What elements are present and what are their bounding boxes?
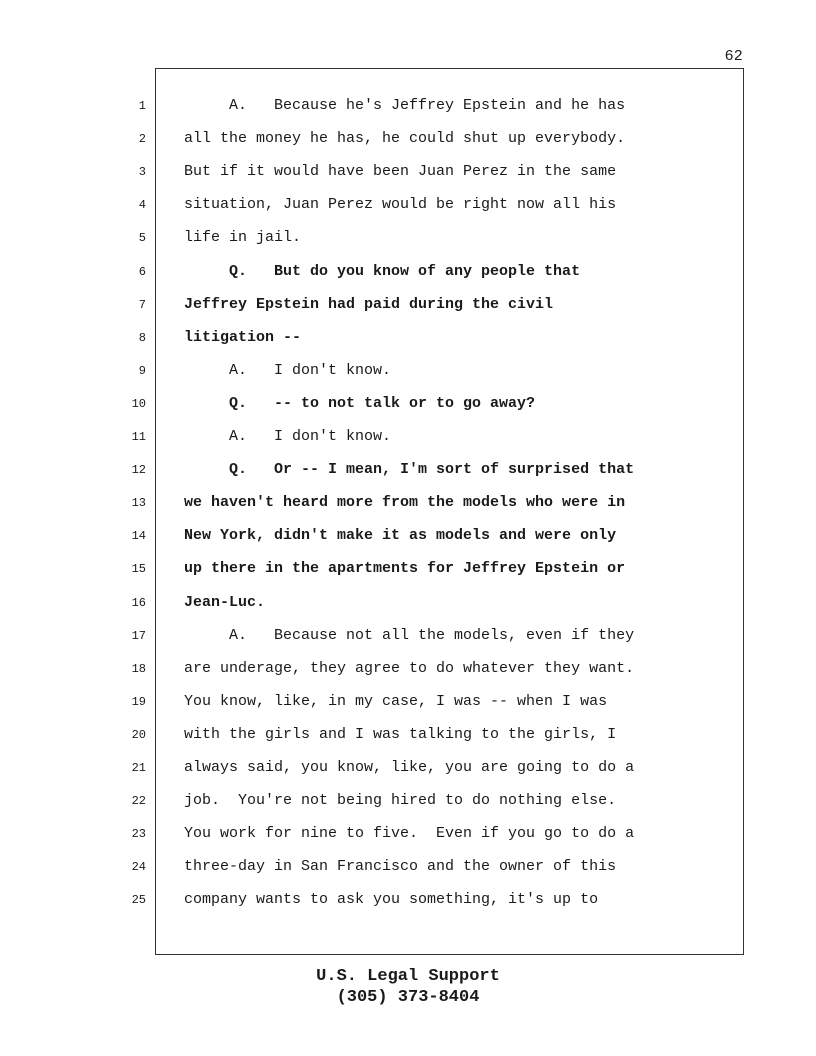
transcript-line xyxy=(0,263,816,296)
transcript-line xyxy=(0,97,816,130)
footer-company: U.S. Legal Support xyxy=(316,967,500,986)
line-number: 19 xyxy=(131,694,146,709)
line-text: Jeffrey Epstein had paid during the civil xyxy=(184,295,554,313)
line-number: 20 xyxy=(131,727,146,742)
transcript-line xyxy=(0,329,816,362)
transcript-line xyxy=(0,726,816,759)
line-number: 15 xyxy=(131,562,146,577)
line-text: always said, you know, like, you are going to do a xyxy=(184,759,635,776)
line-text: Jean-Luc. xyxy=(184,593,266,611)
transcript-line xyxy=(0,362,816,395)
line-text: situation, Juan Perez would be right now all his xyxy=(184,196,617,214)
line-text: up there in the apartments for Jeffrey Epstein or xyxy=(184,560,626,578)
line-number: 9 xyxy=(138,363,146,378)
line-text: Q. -- to not talk or to go away? xyxy=(184,394,536,412)
transcript-line xyxy=(0,296,816,329)
transcript-line xyxy=(0,560,816,593)
line-number: 23 xyxy=(131,827,146,842)
transcript-line xyxy=(0,494,816,527)
line-text: are underage, they agree to do whatever they want. xyxy=(184,659,635,677)
line-text: You work for nine to five. Even if you go to do a xyxy=(184,825,635,843)
line-number: 5 xyxy=(138,231,146,246)
line-text: three-day in San Francisco and the owner of this xyxy=(184,858,617,876)
page-number: 62 xyxy=(724,48,743,65)
line-number: 22 xyxy=(131,794,146,809)
transcript-line xyxy=(0,229,816,262)
line-text: job. You're not being hired to do nothing else. xyxy=(184,792,617,810)
transcript-line xyxy=(0,792,816,825)
line-number: 4 xyxy=(138,198,146,213)
line-number: 10 xyxy=(131,396,146,411)
line-text: A. Because not all the models, even if they xyxy=(184,626,635,644)
transcript-line xyxy=(0,395,816,428)
line-number: 2 xyxy=(138,132,146,147)
line-number: 18 xyxy=(131,661,146,676)
line-number: 24 xyxy=(131,860,146,875)
line-text: all the money he has, he could shut up everybody. xyxy=(184,130,626,148)
transcript-line xyxy=(0,527,816,560)
line-number: 12 xyxy=(131,463,146,478)
footer-phone: (305) 373-8404 xyxy=(336,988,480,1007)
transcript-line xyxy=(0,759,816,792)
line-number: 1 xyxy=(138,99,146,113)
line-number: 14 xyxy=(131,529,146,544)
line-number: 13 xyxy=(131,496,146,511)
line-text: A. I don't know. xyxy=(184,428,392,445)
line-number: 8 xyxy=(138,330,146,345)
line-text: A. I don't know. xyxy=(184,361,392,379)
transcript-line xyxy=(0,858,816,891)
transcript-line xyxy=(0,163,816,196)
line-number: 21 xyxy=(131,761,146,775)
transcript-line xyxy=(0,196,816,229)
line-text: we haven't heard more from the models who were in xyxy=(184,494,626,512)
transcript-line xyxy=(0,594,816,627)
transcript-line xyxy=(0,693,816,726)
transcript-line xyxy=(0,130,816,163)
transcript-line xyxy=(0,627,816,660)
line-number: 7 xyxy=(138,297,146,312)
line-text: Q. Or -- I mean, I'm sort of surprised that xyxy=(184,461,635,479)
transcript-line xyxy=(0,428,816,461)
transcript-line xyxy=(0,461,816,494)
line-text: Q. But do you know of any people that xyxy=(184,262,581,280)
line-number: 17 xyxy=(131,628,146,643)
line-number: 25 xyxy=(131,893,146,908)
line-text: with the girls and I was talking to the girls, I xyxy=(184,725,617,743)
line-text: A. Because he's Jeffrey Epstein and he has xyxy=(184,97,626,114)
line-text: You know, like, in my case, I was -- when I was xyxy=(184,692,608,710)
transcript-line xyxy=(0,825,816,858)
transcript-line xyxy=(0,660,816,693)
line-text: company wants to ask you something, it's up to xyxy=(184,891,599,909)
line-text: life in jail. xyxy=(184,229,302,247)
line-text: litigation -- xyxy=(184,328,302,346)
line-number: 16 xyxy=(131,595,146,610)
line-text: New York, didn't make it as models and were only xyxy=(184,527,617,545)
line-number: 6 xyxy=(138,264,146,279)
line-number: 11 xyxy=(131,430,146,444)
transcript-line xyxy=(0,891,816,924)
line-number: 3 xyxy=(138,165,146,180)
line-text: But if it would have been Juan Perez in the same xyxy=(184,163,617,181)
